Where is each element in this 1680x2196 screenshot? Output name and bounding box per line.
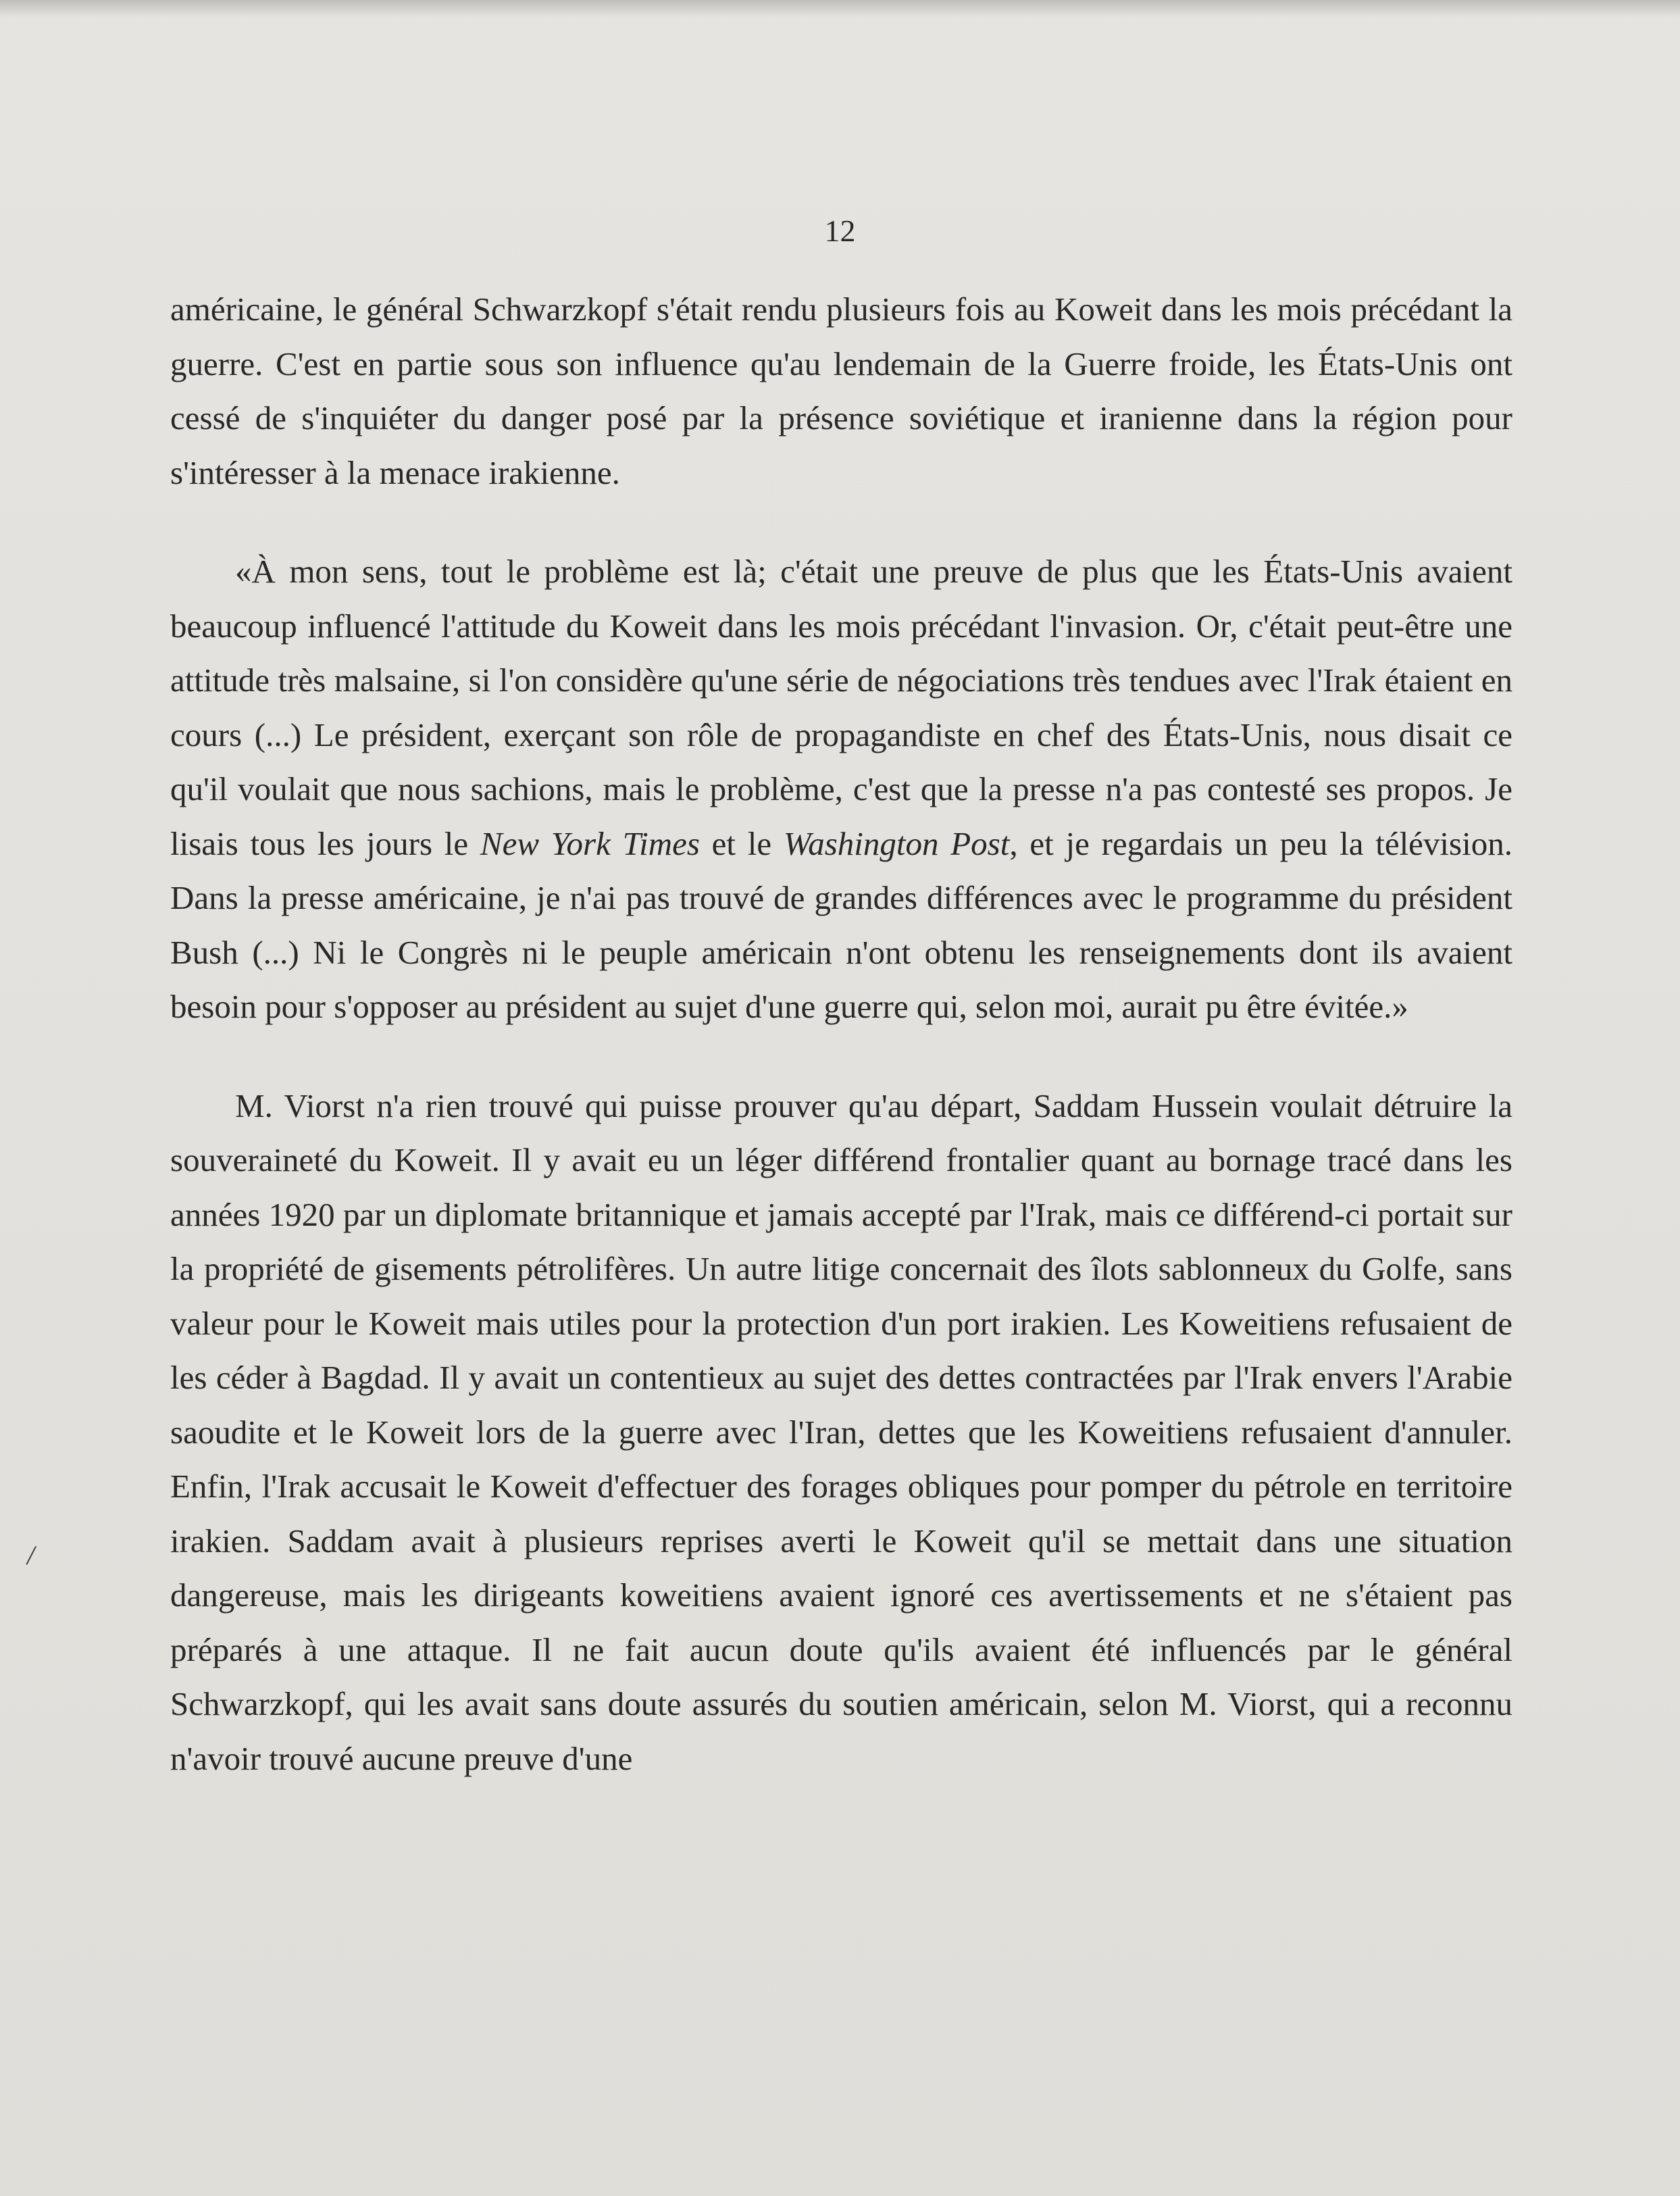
scan-edge-shadow — [0, 0, 1680, 18]
quote-text-part-2: et le — [699, 824, 784, 862]
body-text — [170, 282, 1512, 1786]
page-number: 12 — [824, 214, 856, 248]
newspaper-title-2: Washington Post — [783, 824, 1010, 862]
paragraph-2-quote — [170, 545, 1512, 1034]
paragraph-3: M. Viorst n'a rien trouvé qui puisse prouver qu'au départ, Saddam Hussein voulait détruire la souveraineté du Koweit. Il y avait eu un léger différend frontalier quant au bornage tracé dans les années 1920 par un diplomate britannique et jamais accepté par l'Irak, mais ce différend-ci portait sur la propriété de gisements pétrolifères. Un autre litige concernait des îlots sablonneux du Golfe, sans valeur pour le Koweit mais utiles pour la protection d'un port irakien. Les Koweitiens refusaient de les céder à Bagdad. Il y avait un contentieux au sujet des dettes contractées par l'Irak envers l'Arabie saoudite et le Koweit lors de la guerre avec l'Iran, dettes que les Koweitiens refusaient d'annuler. Enfin, l'Irak accusait le Koweit d'effectuer des forages obliques pour pomper du pétrole en territoire irakien. Saddam avait à plusieurs reprises averti le Koweit qu'il se mettait dans une situation dangereuse, mais les dirigeants koweitiens avaient ignoré ces avertissements et ne s'étaient pas préparés à une attaque. Il ne fait aucun doute qu'ils avaient été influencés par le général Schwarzkopf, qui les avait sans doute assurés du soutien américain, selon M. Viorst, qui a reconnu n'avoir trouvé aucune preuve d'une — [170, 1087, 1512, 1777]
newspaper-title-1: New York Times — [480, 824, 700, 862]
quote-text-part-3: , et je regardais un peu la télévision. Dans la presse américaine, je n'ai pas trouvé de grandes différences avec le programme du président Bush (...) Ni le Congrès ni le peuple américain n'ont obtenu les renseignements dont ils avaient besoin pour s'opposer au président au sujet d'une guerre qui, selon moi, aurait pu être évitée.» — [170, 824, 1512, 1025]
quote-text-part-1: «À mon sens, tout le problème est là; c'était une preuve de plus que les États-Unis avaient beaucoup influencé l'attitude du Koweit dans les mois précédant l'invasion. Or, c'était peut-être une attitude très malsaine, si l'on considère qu'une série de négociations très tendues avec l'Irak étaient en cours (...) Le président, exerçant son rôle de propagandiste en chef des États-Unis, nous disait ce qu'il voulait que nous sachions, mais le problème, c'est que la presse n'a pas contesté ses propos. Je lisais tous les jours le — [170, 553, 1512, 862]
margin-mark: / — [27, 1540, 35, 1570]
paragraph-1: américaine, le général Schwarzkopf s'était rendu plusieurs fois au Koweit dans les mois précédant la guerre. C'est en partie sous son influence qu'au lendemain de la Guerre froide, les États-Unis ont cessé de s'inquiéter du danger posé par la présence soviétique et iranienne dans la région pour s'intéresser à la menace irakienne. — [170, 291, 1512, 491]
